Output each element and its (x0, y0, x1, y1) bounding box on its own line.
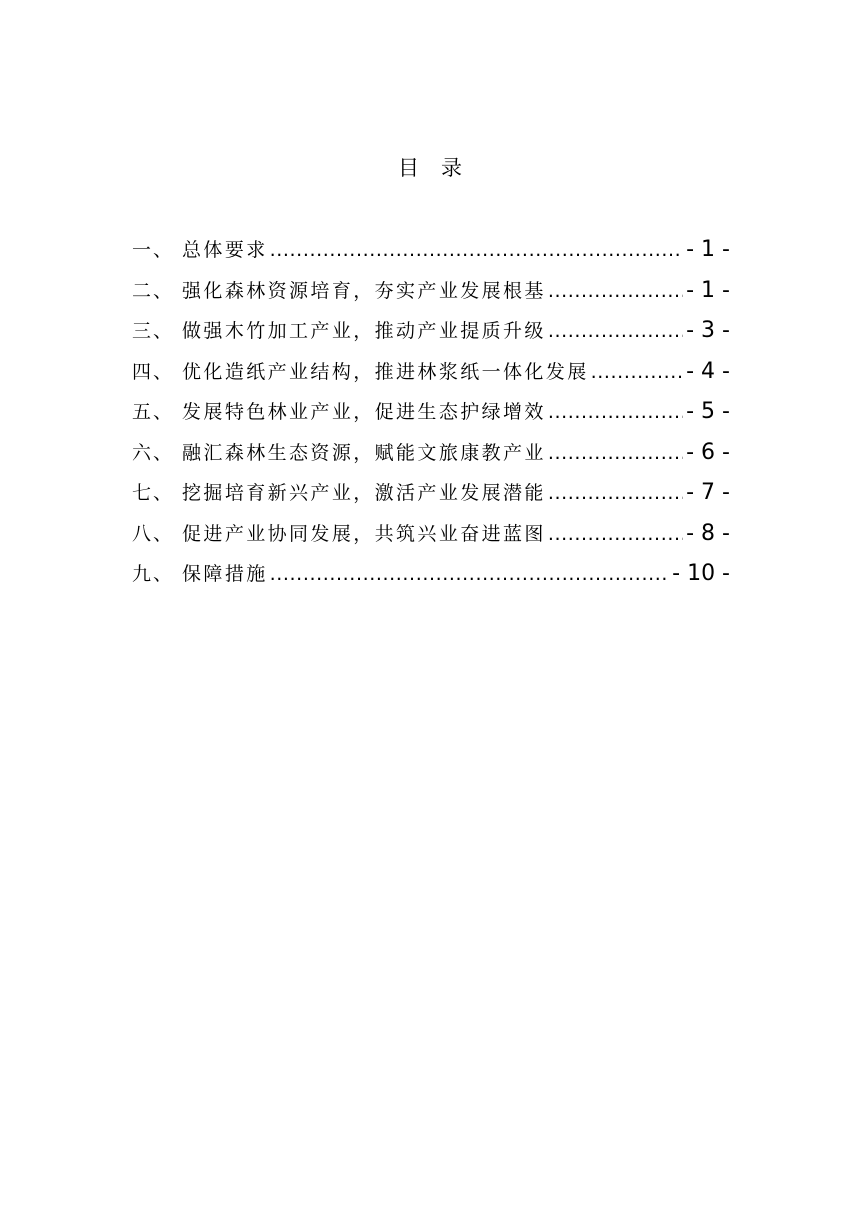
toc-entry-number: 三、 (132, 320, 175, 342)
toc-title (0, 152, 860, 182)
toc-entry-page: - 1 - (686, 277, 730, 303)
toc-entry-page: - 5 - (686, 399, 730, 424)
toc-title-char: 目 (398, 156, 419, 180)
toc-entry-title: 强化森林资源培育，夯实产业发展根基 (182, 279, 546, 302)
toc-entry-number: 六、 (132, 441, 175, 464)
toc-entry-page: - 3 - (686, 318, 730, 343)
toc-dot-leader (270, 557, 670, 591)
toc-entry[interactable] (132, 517, 730, 558)
toc-entry[interactable] (132, 476, 730, 517)
toc-entry-title: 促进产业协同发展，共筑兴业奋进蓝图 (182, 522, 546, 545)
toc-dot-leader (548, 314, 683, 348)
table-of-contents (132, 233, 730, 598)
toc-entry-page: - 1 - (686, 237, 730, 262)
toc-entry-number: 四、 (132, 360, 175, 383)
toc-entry-page: - 6 - (686, 439, 730, 465)
toc-dot-leader (548, 436, 683, 470)
toc-entry-title: 优化造纸产业结构，推进林浆纸一体化发展 (182, 360, 589, 383)
toc-entry-page: - 8 - (686, 520, 730, 546)
toc-entry-number: 七、 (132, 482, 175, 504)
toc-entry-number: 八、 (132, 522, 175, 545)
toc-entry[interactable] (132, 395, 730, 436)
toc-dot-leader (548, 517, 683, 551)
toc-dot-leader (548, 395, 683, 429)
toc-entry-number: 九、 (132, 563, 175, 585)
toc-entry[interactable] (132, 233, 730, 274)
toc-entry-number: 二、 (132, 279, 175, 302)
toc-entry-number: 一、 (132, 239, 175, 261)
toc-entry-title: 融汇森林生态资源，赋能文旅康教产业 (182, 441, 546, 464)
toc-entry-title: 总体要求 (182, 239, 268, 261)
toc-entry[interactable] (132, 436, 730, 477)
toc-entry-page: - 7 - (686, 480, 730, 505)
toc-entry[interactable] (132, 355, 730, 396)
toc-entry[interactable] (132, 557, 730, 598)
toc-entry-page: - 10 - (672, 561, 730, 586)
toc-entry-title: 保障措施 (182, 563, 268, 585)
toc-entry-title: 做强木竹加工产业，推动产业提质升级 (182, 320, 546, 342)
toc-entry-number: 五、 (132, 401, 175, 423)
toc-dot-leader (548, 476, 683, 510)
toc-dot-leader (270, 233, 684, 267)
toc-dot-leader (591, 355, 684, 389)
toc-title-char: 录 (441, 156, 462, 180)
toc-dot-leader (548, 274, 683, 308)
toc-entry-title: 挖掘培育新兴产业，激活产业发展潜能 (182, 482, 546, 504)
toc-entry-page: - 4 - (686, 358, 730, 384)
toc-entry-title: 发展特色林业产业，促进生态护绿增效 (182, 401, 546, 423)
toc-entry[interactable] (132, 314, 730, 355)
toc-entry[interactable] (132, 274, 730, 315)
